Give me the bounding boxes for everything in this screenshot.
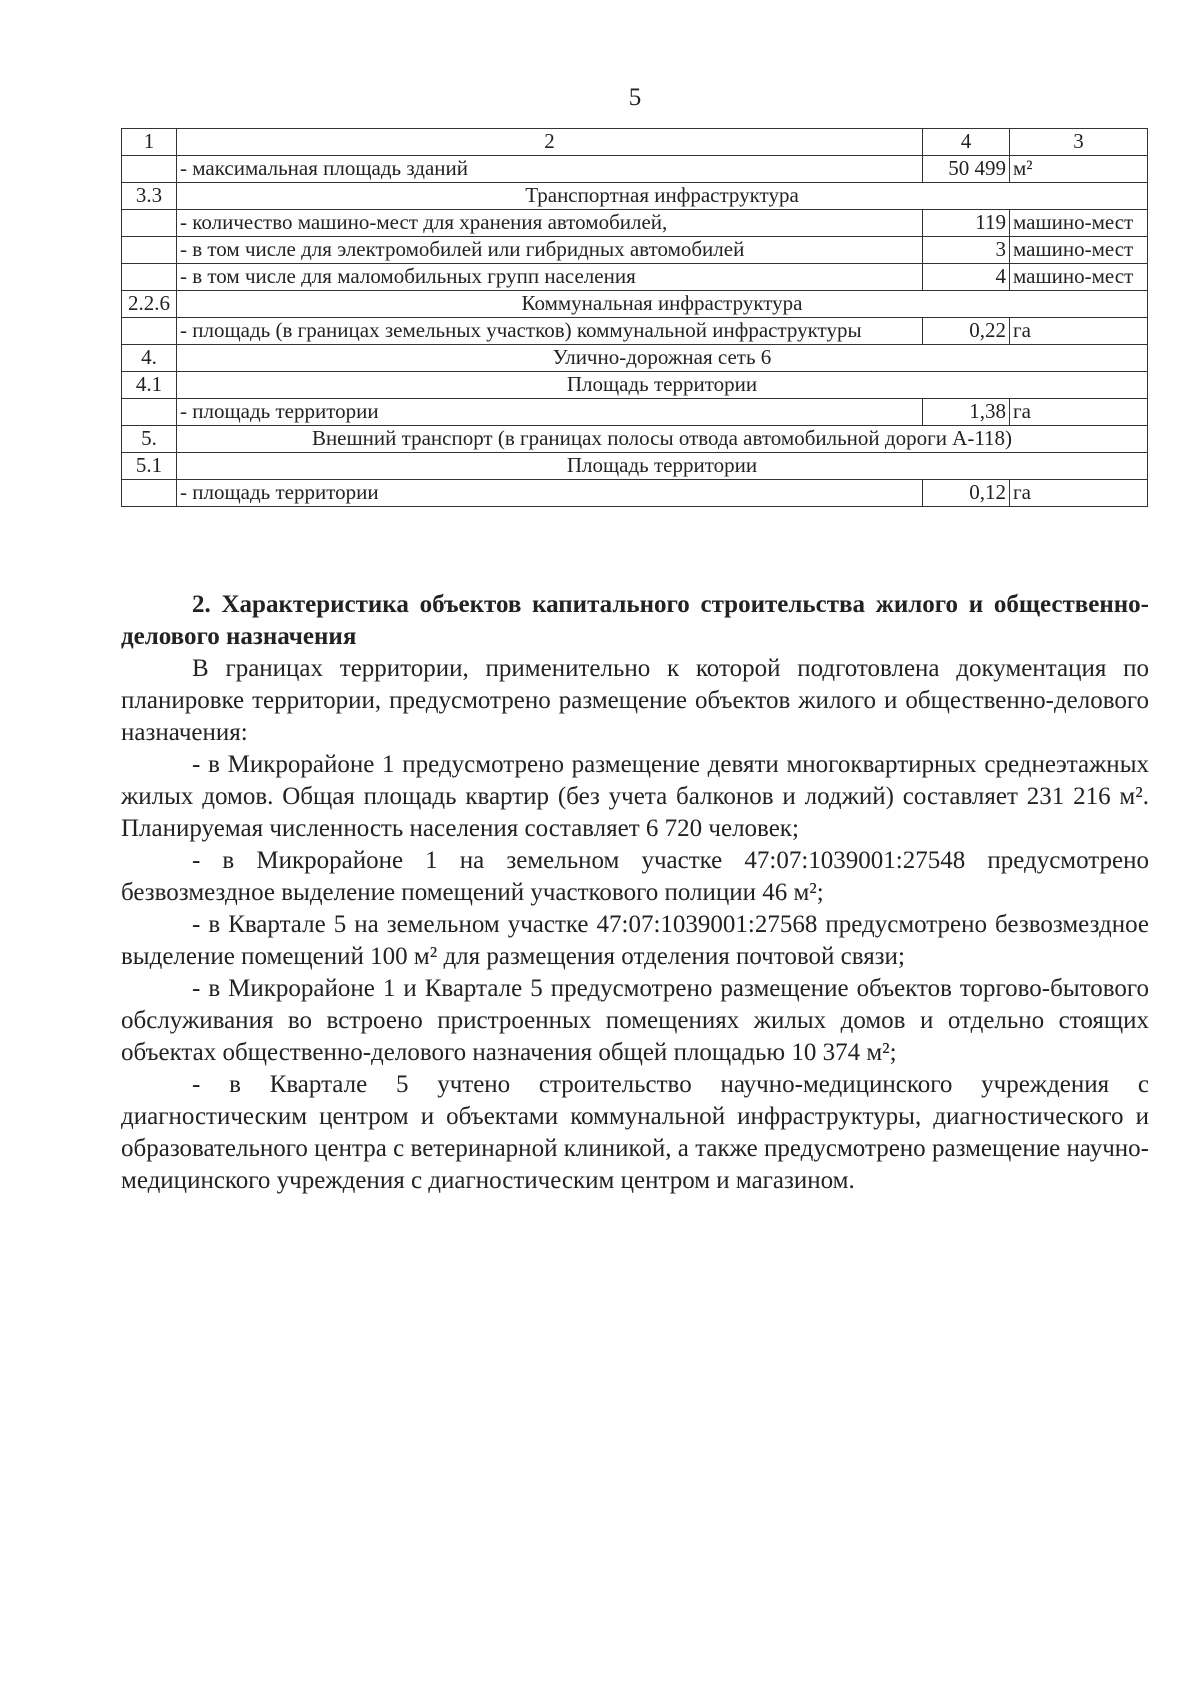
table-row — [122, 156, 1148, 183]
row-unit: га — [1010, 480, 1148, 507]
row-number: 5. — [122, 426, 177, 453]
row-number: 2.2.6 — [122, 291, 177, 318]
row-value: 50 499 — [923, 156, 1010, 183]
paragraph: - в Микрорайоне 1 и Квартале 5 предусмотрено размещение объектов торгово-бытового обслуживания во встроено пристроенных помещениях жилых домов и отдельно стоящих объектах общественно-делового назначения общей площадью 10 374 м²; — [121, 975, 1149, 1066]
row-number — [122, 156, 177, 183]
row-value: 1,38 — [923, 399, 1010, 426]
row-name: - максимальная площадь зданий — [177, 156, 923, 183]
paragraph: - в Квартале 5 учтено строительство научно-медицинского учреждения с диагностическим центром и объектами коммунальной инфраструктуры, диагностического и образовательного центра с ветеринарной клиникой, а также предусмотрено размещение научно-медицинского учреждения с диагностическим центром и магазином. — [121, 1071, 1149, 1194]
table-section-row — [122, 183, 1148, 210]
parameters-table — [121, 128, 1148, 507]
row-value: 0,12 — [923, 480, 1010, 507]
section-heading: 2. Характеристика объектов капитального строительства жилого и общественно-делового назначения — [121, 591, 1149, 650]
header-cell: 4 — [923, 129, 1010, 156]
row-unit: га — [1010, 318, 1148, 345]
header-cell: 2 — [177, 129, 923, 156]
row-name: - в том числе для маломобильных групп населения — [177, 264, 923, 291]
table-row — [122, 399, 1148, 426]
row-value: 0,22 — [923, 318, 1010, 345]
row-number: 3.3 — [122, 183, 177, 210]
paragraph: - в Микрорайоне 1 на земельном участке 47:07:1039001:27548 предусмотрено безвозмездное выделение помещений участкового полиции 46 м²; — [121, 847, 1149, 906]
section-title: Улично-дорожная сеть 6 — [177, 345, 1148, 372]
paragraph: - в Микрорайоне 1 предусмотрено размещение девяти многоквартирных среднеэтажных жилых домов. Общая площадь квартир (без учета балконов и лоджий) составляет 231 216 м². Планируемая численность населения составляет 6 720 человек; — [121, 751, 1149, 842]
paragraph: В границах территории, применительно к которой подготовлена документация по планировке территории, предусмотрено размещение объектов жилого и общественно-делового назначения: — [121, 655, 1149, 746]
row-unit: м² — [1010, 156, 1148, 183]
header-cell: 1 — [122, 129, 177, 156]
table-row — [122, 318, 1148, 345]
row-value: 4 — [923, 264, 1010, 291]
table-header-row — [122, 129, 1148, 156]
table-row — [122, 237, 1148, 264]
row-number — [122, 237, 177, 264]
row-name: - площадь территории — [177, 480, 923, 507]
row-name: - количество машино-мест для хранения автомобилей, — [177, 210, 923, 237]
row-unit: машино-мест — [1010, 210, 1148, 237]
row-number — [122, 210, 177, 237]
row-number — [122, 480, 177, 507]
row-value: 3 — [923, 237, 1010, 264]
section-title: Коммунальная инфраструктура — [177, 291, 1148, 318]
row-number: 4.1 — [122, 372, 177, 399]
page-number: 5 — [628, 84, 642, 111]
table-section-row — [122, 426, 1148, 453]
row-number: 4. — [122, 345, 177, 372]
row-number — [122, 264, 177, 291]
table-section-row — [122, 372, 1148, 399]
table-section-row — [122, 345, 1148, 372]
row-number: 5.1 — [122, 453, 177, 480]
row-number — [122, 399, 177, 426]
section-title: Внешний транспорт (в границах полосы отвода автомобильной дороги А-118) — [177, 426, 1148, 453]
row-number — [122, 318, 177, 345]
row-name: - площадь (в границах земельных участков) коммунальной инфраструктуры — [177, 318, 923, 345]
row-name: - площадь территории — [177, 399, 923, 426]
section-title: Транспортная инфраструктура — [177, 183, 1148, 210]
paragraph: - в Квартале 5 на земельном участке 47:07:1039001:27568 предусмотрено безвозмездное выделение помещений 100 м² для размещения отделения почтовой связи; — [121, 911, 1149, 970]
row-unit: машино-мест — [1010, 237, 1148, 264]
row-name: - в том числе для электромобилей или гибридных автомобилей — [177, 237, 923, 264]
section-title: Площадь территории — [177, 453, 1148, 480]
table-row — [122, 480, 1148, 507]
table-section-row — [122, 453, 1148, 480]
row-unit: машино-мест — [1010, 264, 1148, 291]
row-unit: га — [1010, 399, 1148, 426]
section-title: Площадь территории — [177, 372, 1148, 399]
section-2-body — [121, 589, 1149, 1197]
table-row — [122, 210, 1148, 237]
row-value: 119 — [923, 210, 1010, 237]
table-row — [122, 264, 1148, 291]
table-section-row — [122, 291, 1148, 318]
header-cell: 3 — [1010, 129, 1148, 156]
